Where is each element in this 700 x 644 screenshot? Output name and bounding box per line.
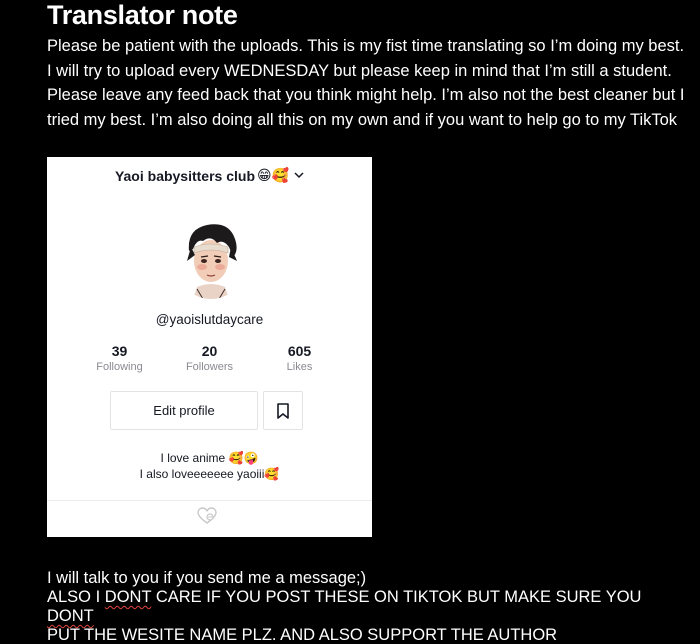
stat-following-value: 39 xyxy=(111,343,128,359)
tiktok-profile-screenshot xyxy=(47,157,372,537)
bio-line-1: I love anime 🥰🤪 xyxy=(160,451,259,465)
stat-following[interactable] xyxy=(75,343,165,373)
edit-profile-button[interactable]: Edit profile xyxy=(110,391,258,430)
profile-stats xyxy=(47,343,372,373)
avatar-illustration xyxy=(177,217,245,299)
stat-likes-value: 605 xyxy=(287,343,312,359)
stat-followers-value: 20 xyxy=(201,343,218,359)
profile-name: Yaoi babysitters club xyxy=(114,167,256,184)
footer-line-2 xyxy=(47,588,687,626)
spellcheck-word-dont-2: DONT xyxy=(47,607,94,625)
profile-header[interactable] xyxy=(47,167,372,184)
stat-followers-label: Followers xyxy=(185,361,234,373)
spellcheck-word-dont-1: DONT xyxy=(104,588,152,606)
stat-likes-label: Likes xyxy=(286,361,313,373)
avatar[interactable] xyxy=(177,217,245,299)
profile-bio xyxy=(47,450,372,482)
stat-followers[interactable] xyxy=(165,343,255,373)
stat-following-label: Following xyxy=(96,361,143,373)
footer-message xyxy=(47,569,687,644)
footer-line-2-part-a: ALSO I xyxy=(47,588,105,606)
stat-likes[interactable] xyxy=(255,343,345,373)
note-body: Please be patient with the uploads. This is my fist time translating so I’m doing my best. I will try to upload every WEDNESDAY but please keep in mind that I’m still a student. Please leave any feed back that you think might help. I’m also not the best cleaner but I tried my best. I’m also doing all this on my own and if you want to help go to my TikTok xyxy=(47,37,685,129)
bookmark-icon xyxy=(276,403,290,419)
footer-line-3: PUT THE WESITE NAME PLZ. AND ALSO SUPPORT THE AUTHOR xyxy=(47,626,558,644)
profile-username: @yaoislutdaycare xyxy=(155,312,264,327)
liked-videos-heart-icon[interactable] xyxy=(197,507,217,525)
footer-line-2-part-c: CARE IF YOU POST THESE ON TIKTOK BUT MAKE SURE YOU xyxy=(151,588,642,606)
note-title: Translator note xyxy=(47,0,238,30)
chevron-down-icon xyxy=(294,172,304,179)
footer-line-1: I will talk to you if you send me a message;) xyxy=(47,569,367,587)
bookmark-button[interactable] xyxy=(263,391,303,430)
bio-line-2: I also loveeeeeee yaoiii🥰 xyxy=(139,467,280,481)
tab-divider xyxy=(47,500,372,501)
profile-name-emojis: 😁🥰 xyxy=(257,167,290,183)
